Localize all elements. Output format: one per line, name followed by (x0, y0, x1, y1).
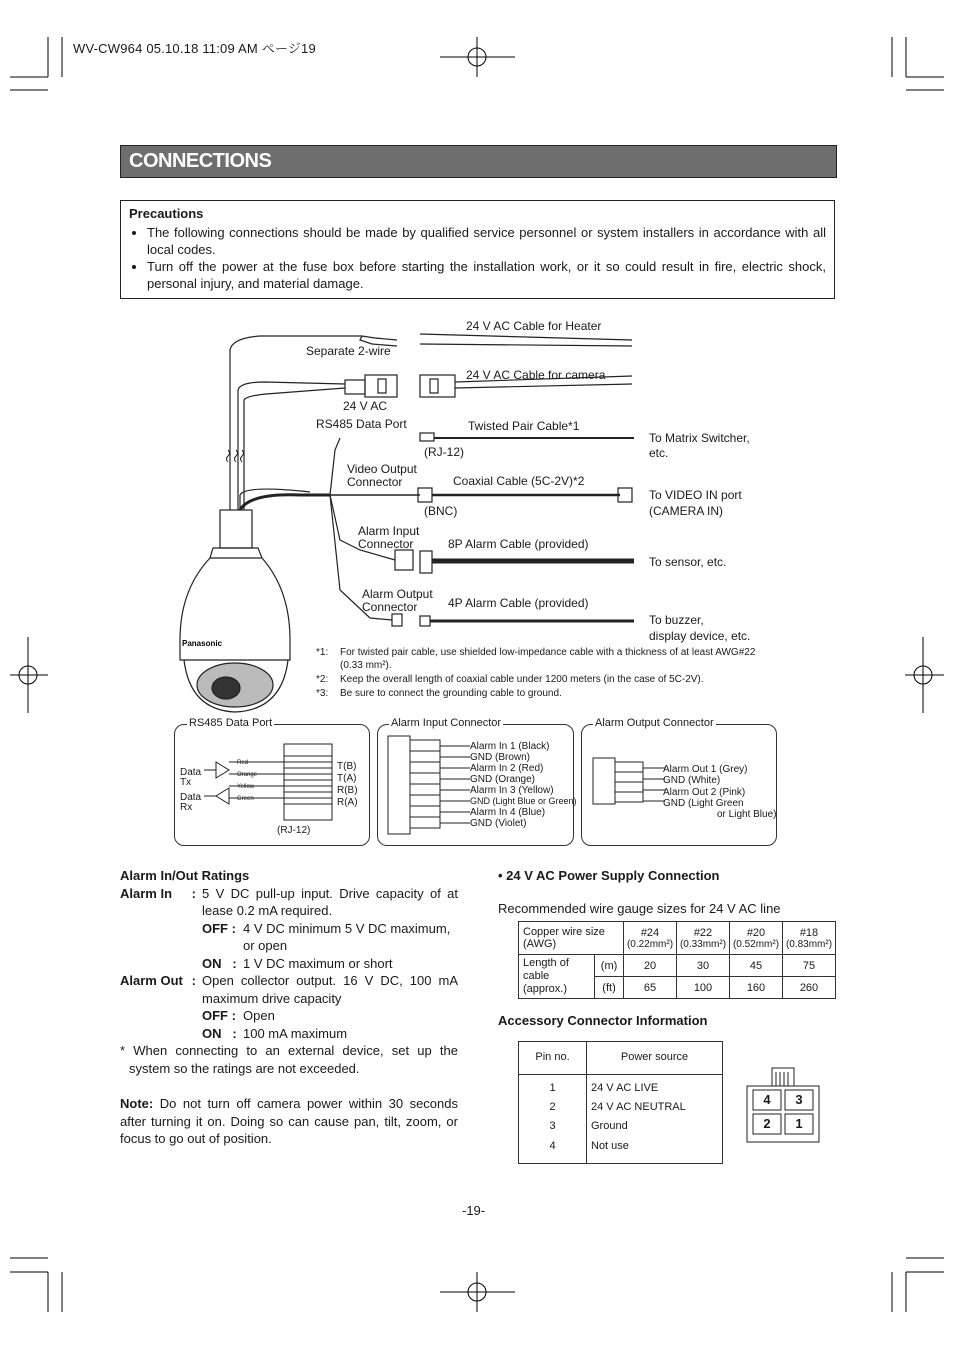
power-subtitle: Recommended wire gauge sizes for 24 V AC line (498, 901, 781, 916)
alarm-in-pin: GND (Orange) (470, 774, 536, 785)
out-off-label: OFF : (202, 1008, 236, 1023)
page-title: CONNECTIONS (129, 150, 272, 172)
col-power-header: Power source (620, 1051, 689, 1063)
alarm-in-pin: GND (Light Blue or Green) (470, 796, 577, 806)
to-matrix-label-1: To Matrix Switcher, (649, 431, 750, 445)
alarm-in-pin: Alarm In 3 (Yellow) (470, 785, 554, 796)
rs485-pin-label: T(A) (337, 773, 357, 784)
section-banner (120, 145, 837, 178)
to-matrix-label-2: etc. (649, 446, 669, 460)
rs485-pin-label: T(B) (337, 761, 357, 772)
ratings-title: Alarm In/Out Ratings (120, 868, 250, 883)
alarm-in-label-1: Alarm Input (358, 524, 420, 538)
meter-cell: 75 (783, 955, 836, 977)
connector-pin-1: 1 (795, 1116, 803, 1131)
power-cell: Not use (591, 1140, 629, 1152)
footnote-text: Be sure to connect the grounding cable to ground. (340, 688, 562, 699)
length-label: Length of cable (approx.) (519, 955, 595, 999)
to-sensor-label: To sensor, etc. (649, 555, 727, 569)
in-off-desc: 4 V DC minimum 5 V DC maximum, or open (243, 920, 451, 953)
in-on-desc: 1 V DC maximum or short (243, 955, 393, 971)
alarm-in-label-2: Connector (358, 537, 414, 551)
rs485-rj12-label: (RJ-12) (277, 825, 311, 836)
rj12-label: (RJ-12) (424, 445, 465, 459)
alarm-out-label-2: Connector (362, 600, 418, 614)
rs485-box-title: RS485 Data Port (189, 717, 273, 729)
alarm-out-pin: GND (Light Green (663, 798, 744, 809)
alarm-in-desc: 5 V DC pull-up input. Drive capacity of at lease 0.2 mA required. (202, 885, 458, 918)
precautions-box (120, 200, 835, 299)
alarm-output-box-title: Alarm Output Connector (595, 717, 714, 729)
unit-m: (m) (595, 955, 624, 977)
camera-power-note: Note: Do not turn off camera power within 30 seconds after turning it on. Doing so can cause pan, tilt, zoom, or focus to go out of position. (120, 1096, 458, 1146)
alarm-out-pin: Alarm Out 1 (Grey) (663, 764, 748, 775)
wire-gauge-table (518, 921, 836, 999)
meter-cell: 20 (624, 955, 677, 977)
alarm-out-pin: GND (White) (663, 775, 721, 786)
alarm-output-connector (590, 752, 670, 812)
wire-color-label: Red (237, 760, 249, 766)
data-rx-label-1: Data (180, 792, 202, 803)
gauge-cell: #20 (0.52mm²) (730, 922, 783, 955)
camera-cable-label: 24 V AC Cable for camera (466, 368, 606, 382)
pin-cell: 2 (549, 1101, 556, 1113)
rs485-pin-label: R(A) (337, 797, 358, 808)
footnote-mark: *3: (316, 688, 329, 699)
alarm-input-box-title: Alarm Input Connector (391, 717, 502, 729)
coaxial-label: Coaxial Cable (5C-2V)*2 (453, 474, 585, 488)
alarm-in-pin: Alarm In 4 (Blue) (470, 807, 546, 818)
alarm-input-connector (385, 732, 475, 838)
accessory-table (518, 1041, 723, 1164)
pin-cell: 4 (549, 1140, 556, 1152)
wire-color-label: Green (237, 796, 254, 802)
precaution-item: • Turn off the power at the fuse box before starting the installation work, or it so could result in fire, electric shock, personal injury, and material damage. (147, 258, 826, 292)
separate-wire-label: Separate 2-wire (306, 344, 391, 358)
alarm-in-pin: GND (Violet) (470, 818, 527, 829)
alarm-8p-label: 8P Alarm Cable (provided) (448, 537, 589, 551)
alarm-in-pin: Alarm In 2 (Red) (470, 763, 544, 774)
feet-cell: 260 (783, 977, 836, 999)
pin-cell: 3 (549, 1120, 556, 1132)
alarm-in-label: Alarm In : (120, 885, 196, 901)
to-video-label-2: (CAMERA IN) (649, 504, 724, 518)
footnote-mark: *2: (316, 674, 329, 685)
connector-pin-3: 3 (795, 1092, 803, 1107)
footnote-text: Keep the overall length of coaxial cable under 1200 meters (in the case of 5C-2V). (340, 674, 704, 685)
power-cell: Ground (591, 1120, 628, 1132)
twisted-pair-label: Twisted Pair Cable*1 (468, 419, 580, 433)
footnote-text: For twisted pair cable, use shielded low-impedance cable with a thickness of at least AWG#22 (340, 647, 756, 658)
alarm-4p-label: 4P Alarm Cable (provided) (448, 596, 589, 610)
rs485-pin-label: R(B) (337, 785, 358, 796)
footnote-text: (0.33 mm²). (340, 660, 392, 671)
pin-cell: 1 (549, 1082, 556, 1094)
footnote-mark: *1: (316, 647, 329, 658)
connector-pin-2: 2 (763, 1116, 771, 1131)
power-title: • 24 V AC Power Supply Connection (498, 868, 720, 883)
data-tx-label-2: Tx (180, 777, 192, 788)
rs485-port-label: RS485 Data Port (316, 417, 407, 431)
gauge-cell: #24 (0.22mm²) (624, 922, 677, 955)
col-pin-header: Pin no. (535, 1051, 570, 1063)
to-buzzer-label-1: To buzzer, (649, 613, 704, 627)
gauge-cell: #18 (0.83mm²) (783, 922, 836, 955)
data-tx-label-1: Data (180, 767, 202, 778)
out-on-desc: 100 mA maximum (243, 1025, 348, 1041)
precautions-title: Precautions (129, 206, 204, 221)
alarm-out-desc: Open collector output. 16 V DC, 100 mA maximum drive capacity (202, 973, 458, 1006)
out-on-label: ON : (202, 1025, 237, 1041)
alarm-out-pin-extra: or Light Blue) (717, 809, 777, 820)
gauge-header: Copper wire size (AWG) (519, 922, 624, 955)
power-cell: 24 V AC LIVE (591, 1082, 659, 1094)
alarm-in-pin: Alarm In 1 (Black) (470, 741, 550, 752)
wire-color-label: Yellow (237, 784, 255, 790)
video-out-label-1: Video Output (347, 462, 417, 476)
brand-label: Panasonic (182, 639, 223, 648)
alarm-out-label: Alarm Out : (120, 973, 196, 988)
connector-pin-4: 4 (763, 1092, 771, 1107)
alarm-out-pin: Alarm Out 2 (Pink) (663, 787, 746, 798)
power-cell: 24 V AC NEUTRAL (591, 1101, 686, 1113)
precaution-item: • The following connections should be made by qualified service personnel or system installers in accordance with all local codes. (147, 224, 826, 258)
accessory-title: Accessory Connector Information (498, 1013, 708, 1028)
feet-cell: 65 (624, 977, 677, 999)
to-video-label-1: To VIDEO IN port (649, 488, 742, 502)
print-header: WV-CW964 05.10.18 11:09 AM ページ19 (73, 41, 316, 56)
gauge-cell: #22 (0.33mm²) (677, 922, 730, 955)
data-rx-label-2: Rx (180, 802, 193, 813)
feet-cell: 160 (730, 977, 783, 999)
alarm-in-pin: GND (Brown) (470, 752, 531, 763)
ratings-star-note: * When connecting to an external device, set up the system so the ratings are not exceeded. (120, 1043, 458, 1076)
wire-color-label: Orange (237, 772, 258, 778)
unit-ft: (ft) (595, 977, 624, 999)
page-number: -19- (462, 1203, 486, 1218)
ac24v-label: 24 V AC (343, 399, 388, 413)
in-off-label: OFF : (202, 920, 236, 936)
in-on-label: ON : (202, 955, 237, 971)
feet-cell: 100 (677, 977, 730, 999)
to-buzzer-label-2: display device, etc. (649, 629, 751, 643)
meter-cell: 45 (730, 955, 783, 977)
heater-cable-label: 24 V AC Cable for Heater (466, 319, 602, 333)
ratings-section (120, 867, 458, 1148)
out-off-desc: Open (243, 1008, 275, 1023)
video-out-label-2: Connector (347, 475, 403, 489)
meter-cell: 30 (677, 955, 730, 977)
alarm-out-label-1: Alarm Output (362, 587, 433, 601)
bnc-label: (BNC) (424, 504, 458, 518)
